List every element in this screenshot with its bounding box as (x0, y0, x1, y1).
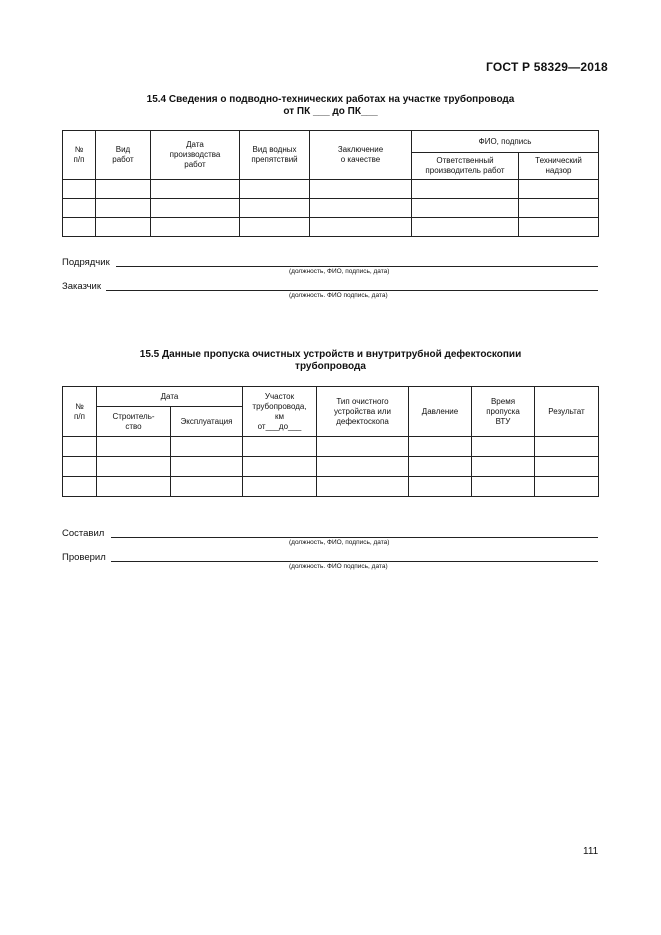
table-row (63, 457, 599, 477)
col-segment-header: Участок трубопровода, км от___до___ (243, 387, 317, 437)
contractor-signature-line (116, 266, 598, 267)
col-number-header: № п/п (63, 387, 97, 437)
section-15-5-title-line2: трубопровода (295, 361, 366, 372)
compiled-by-signature-line (111, 537, 598, 538)
col-device-type-header: Тип очистного устройства или дефектоскопа (317, 387, 409, 437)
col-operation-header: Эксплуатация (171, 407, 243, 437)
table-row (63, 437, 599, 457)
section-15-4-title (0, 94, 661, 118)
table-15-5 (62, 386, 599, 497)
table-15-4 (62, 130, 599, 237)
col-pass-time-header: Время пропуска ВТУ (472, 387, 535, 437)
col-obstacles-header: Вид водных препятствий (240, 131, 310, 180)
col-date-group-header: Дата (97, 387, 243, 407)
col-quality-header: Заключение о качестве (310, 131, 412, 180)
table-row (63, 218, 599, 237)
contractor-hint: (должность, ФИО, подпись, дата) (289, 268, 390, 275)
contractor-label: Подрядчик (62, 257, 110, 268)
standard-code: ГОСТ Р 58329—2018 (486, 60, 608, 74)
col-construction-header: Строитель- ство (97, 407, 171, 437)
checked-by-signature-line (111, 561, 598, 562)
col-work-date-header: Дата производства работ (151, 131, 240, 180)
col-fio-group-header: ФИО, подпись (412, 131, 599, 153)
checked-by-hint: (должность. ФИО подпись, дата) (289, 563, 388, 570)
checked-by-label: Проверил (62, 552, 106, 563)
customer-signature-line (106, 290, 598, 291)
col-pressure-header: Давление (409, 387, 472, 437)
col-supervision-header: Технический надзор (519, 153, 599, 180)
col-result-header: Результат (535, 387, 599, 437)
compiled-by-label: Составил (62, 528, 105, 539)
section-15-4-title-line1: 15.4 Сведения о подводно-технических работах на участке трубопровода (146, 94, 515, 105)
table-row (63, 477, 599, 497)
customer-label: Заказчик (62, 281, 102, 292)
col-responsible-header: Ответственный производитель работ (412, 153, 519, 180)
page-number: 111 (583, 846, 599, 857)
customer-hint: (должность. ФИО подпись, дата) (289, 292, 388, 299)
section-15-4-title-line2: от ПК ___ до ПК___ (283, 106, 378, 117)
section-15-5-title (0, 349, 661, 373)
table-row (63, 180, 599, 199)
col-work-type-header: Вид работ (96, 131, 151, 180)
table-row (63, 199, 599, 218)
section-15-5-title-line1: 15.5 Данные пропуска очистных устройств и внутритрубной дефектоскопии (139, 349, 522, 360)
col-number-header: № п/п (63, 131, 96, 180)
compiled-by-hint: (должность, ФИО, подпись, дата) (289, 539, 390, 546)
